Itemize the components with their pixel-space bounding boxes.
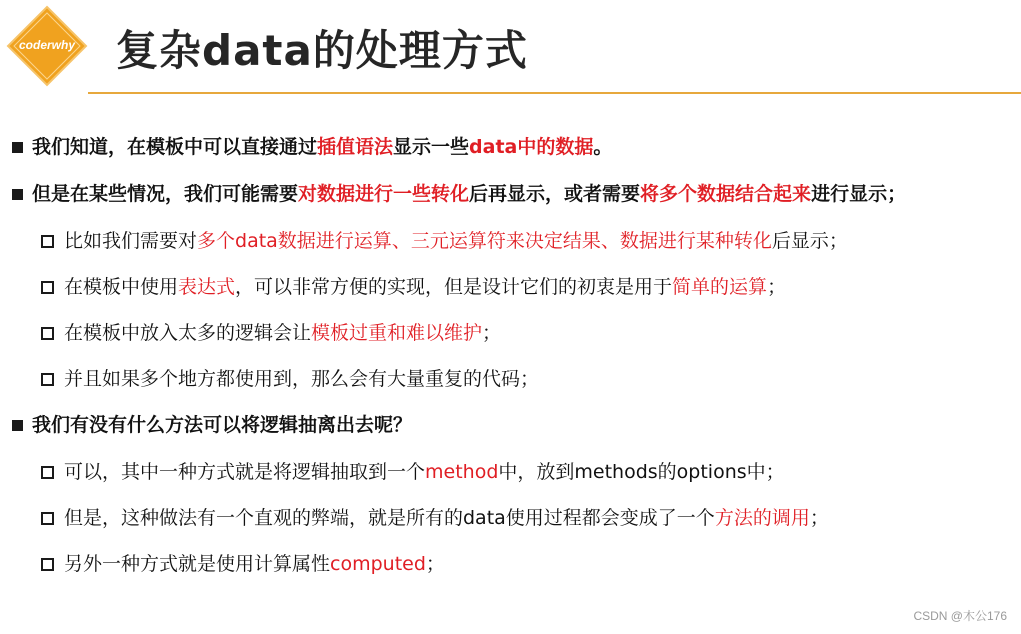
hollow-square-bullet-icon (41, 373, 54, 386)
bullet-text: 我们知道，在模板中可以直接通过 (32, 136, 318, 158)
bullet-text: 后再显示，或者需要 (469, 183, 641, 205)
highlighted-text: method (425, 461, 499, 483)
bullet-text: 后显示； (771, 230, 848, 252)
highlighted-text: 插值语法 (317, 136, 394, 158)
sub-bullet-item (10, 218, 1018, 264)
highlighted-text: 简单的运算 (672, 276, 768, 298)
filled-square-bullet-icon (12, 189, 23, 200)
bullet-text: 但是，这种做法有一个直观的弊端，就是所有的data使用过程都会变成了一个 (64, 507, 715, 529)
highlighted-text: 模板过重和难以维护 (311, 322, 483, 344)
bullet-text: ； (809, 507, 829, 529)
sub-bullet-item (10, 541, 1018, 587)
bullet-text: 在模板中放入太多的逻辑会让 (64, 322, 312, 344)
sub-bullet-item (10, 310, 1018, 356)
highlighted-text: 方法的调用 (714, 507, 810, 529)
bullet-text: 在模板中使用 (64, 276, 179, 298)
bullet-text: 另外一种方式就是使用计算属性 (64, 553, 331, 575)
highlighted-text: 将多个数据结合起来 (640, 183, 812, 205)
bullet-text: 我们有没有什么方法可以将逻辑抽离出去呢？ (32, 414, 413, 436)
bullet-text: ； (482, 322, 502, 344)
bullet-item (10, 402, 1018, 449)
hollow-square-bullet-icon (41, 512, 54, 525)
highlighted-text: 表达式 (178, 276, 236, 298)
bullet-item (10, 171, 1018, 218)
sub-bullet-item (10, 449, 1018, 495)
sub-bullet-item (10, 264, 1018, 310)
bullet-text: 。 (593, 136, 613, 158)
sub-bullet-item (10, 356, 1018, 402)
bullet-text: 中，放到methods的options中； (498, 461, 785, 483)
bullet-text: 可以，其中一种方式就是将逻辑抽取到一个 (64, 461, 426, 483)
bullet-text: 但是在某些情况，我们可能需要 (32, 183, 299, 205)
hollow-square-bullet-icon (41, 466, 54, 479)
logo-text: coderwhy (18, 38, 75, 52)
coderwhy-logo (6, 5, 88, 87)
watermark: CSDN @木公176 (913, 609, 1007, 623)
highlighted-text: 多个data数据进行运算、三元运算符来决定结果、数据进行某种转化 (197, 230, 772, 252)
bullet-text: ； (425, 553, 445, 575)
bullet-text: ； (767, 276, 787, 298)
title-divider (88, 92, 1021, 94)
hollow-square-bullet-icon (41, 327, 54, 340)
bullet-text: 比如我们需要对 (64, 230, 198, 252)
hollow-square-bullet-icon (41, 558, 54, 571)
hollow-square-bullet-icon (41, 235, 54, 248)
bullet-text: 显示一些 (393, 136, 470, 158)
highlighted-text: 对数据进行一些转化 (298, 183, 470, 205)
highlighted-text: computed (330, 553, 426, 575)
bullet-text: 进行显示； (811, 183, 907, 205)
bullet-list (10, 124, 1018, 587)
highlighted-text: data中的数据 (469, 136, 594, 158)
hollow-square-bullet-icon (41, 281, 54, 294)
filled-square-bullet-icon (12, 420, 23, 431)
bullet-text: 并且如果多个地方都使用到，那么会有大量重复的代码； (64, 368, 540, 390)
bullet-item (10, 124, 1018, 171)
bullet-text: ，可以非常方便的实现，但是设计它们的初衷是用于 (235, 276, 673, 298)
page-title: 复杂data的处理方式 (116, 26, 528, 75)
filled-square-bullet-icon (12, 142, 23, 153)
sub-bullet-item (10, 495, 1018, 541)
